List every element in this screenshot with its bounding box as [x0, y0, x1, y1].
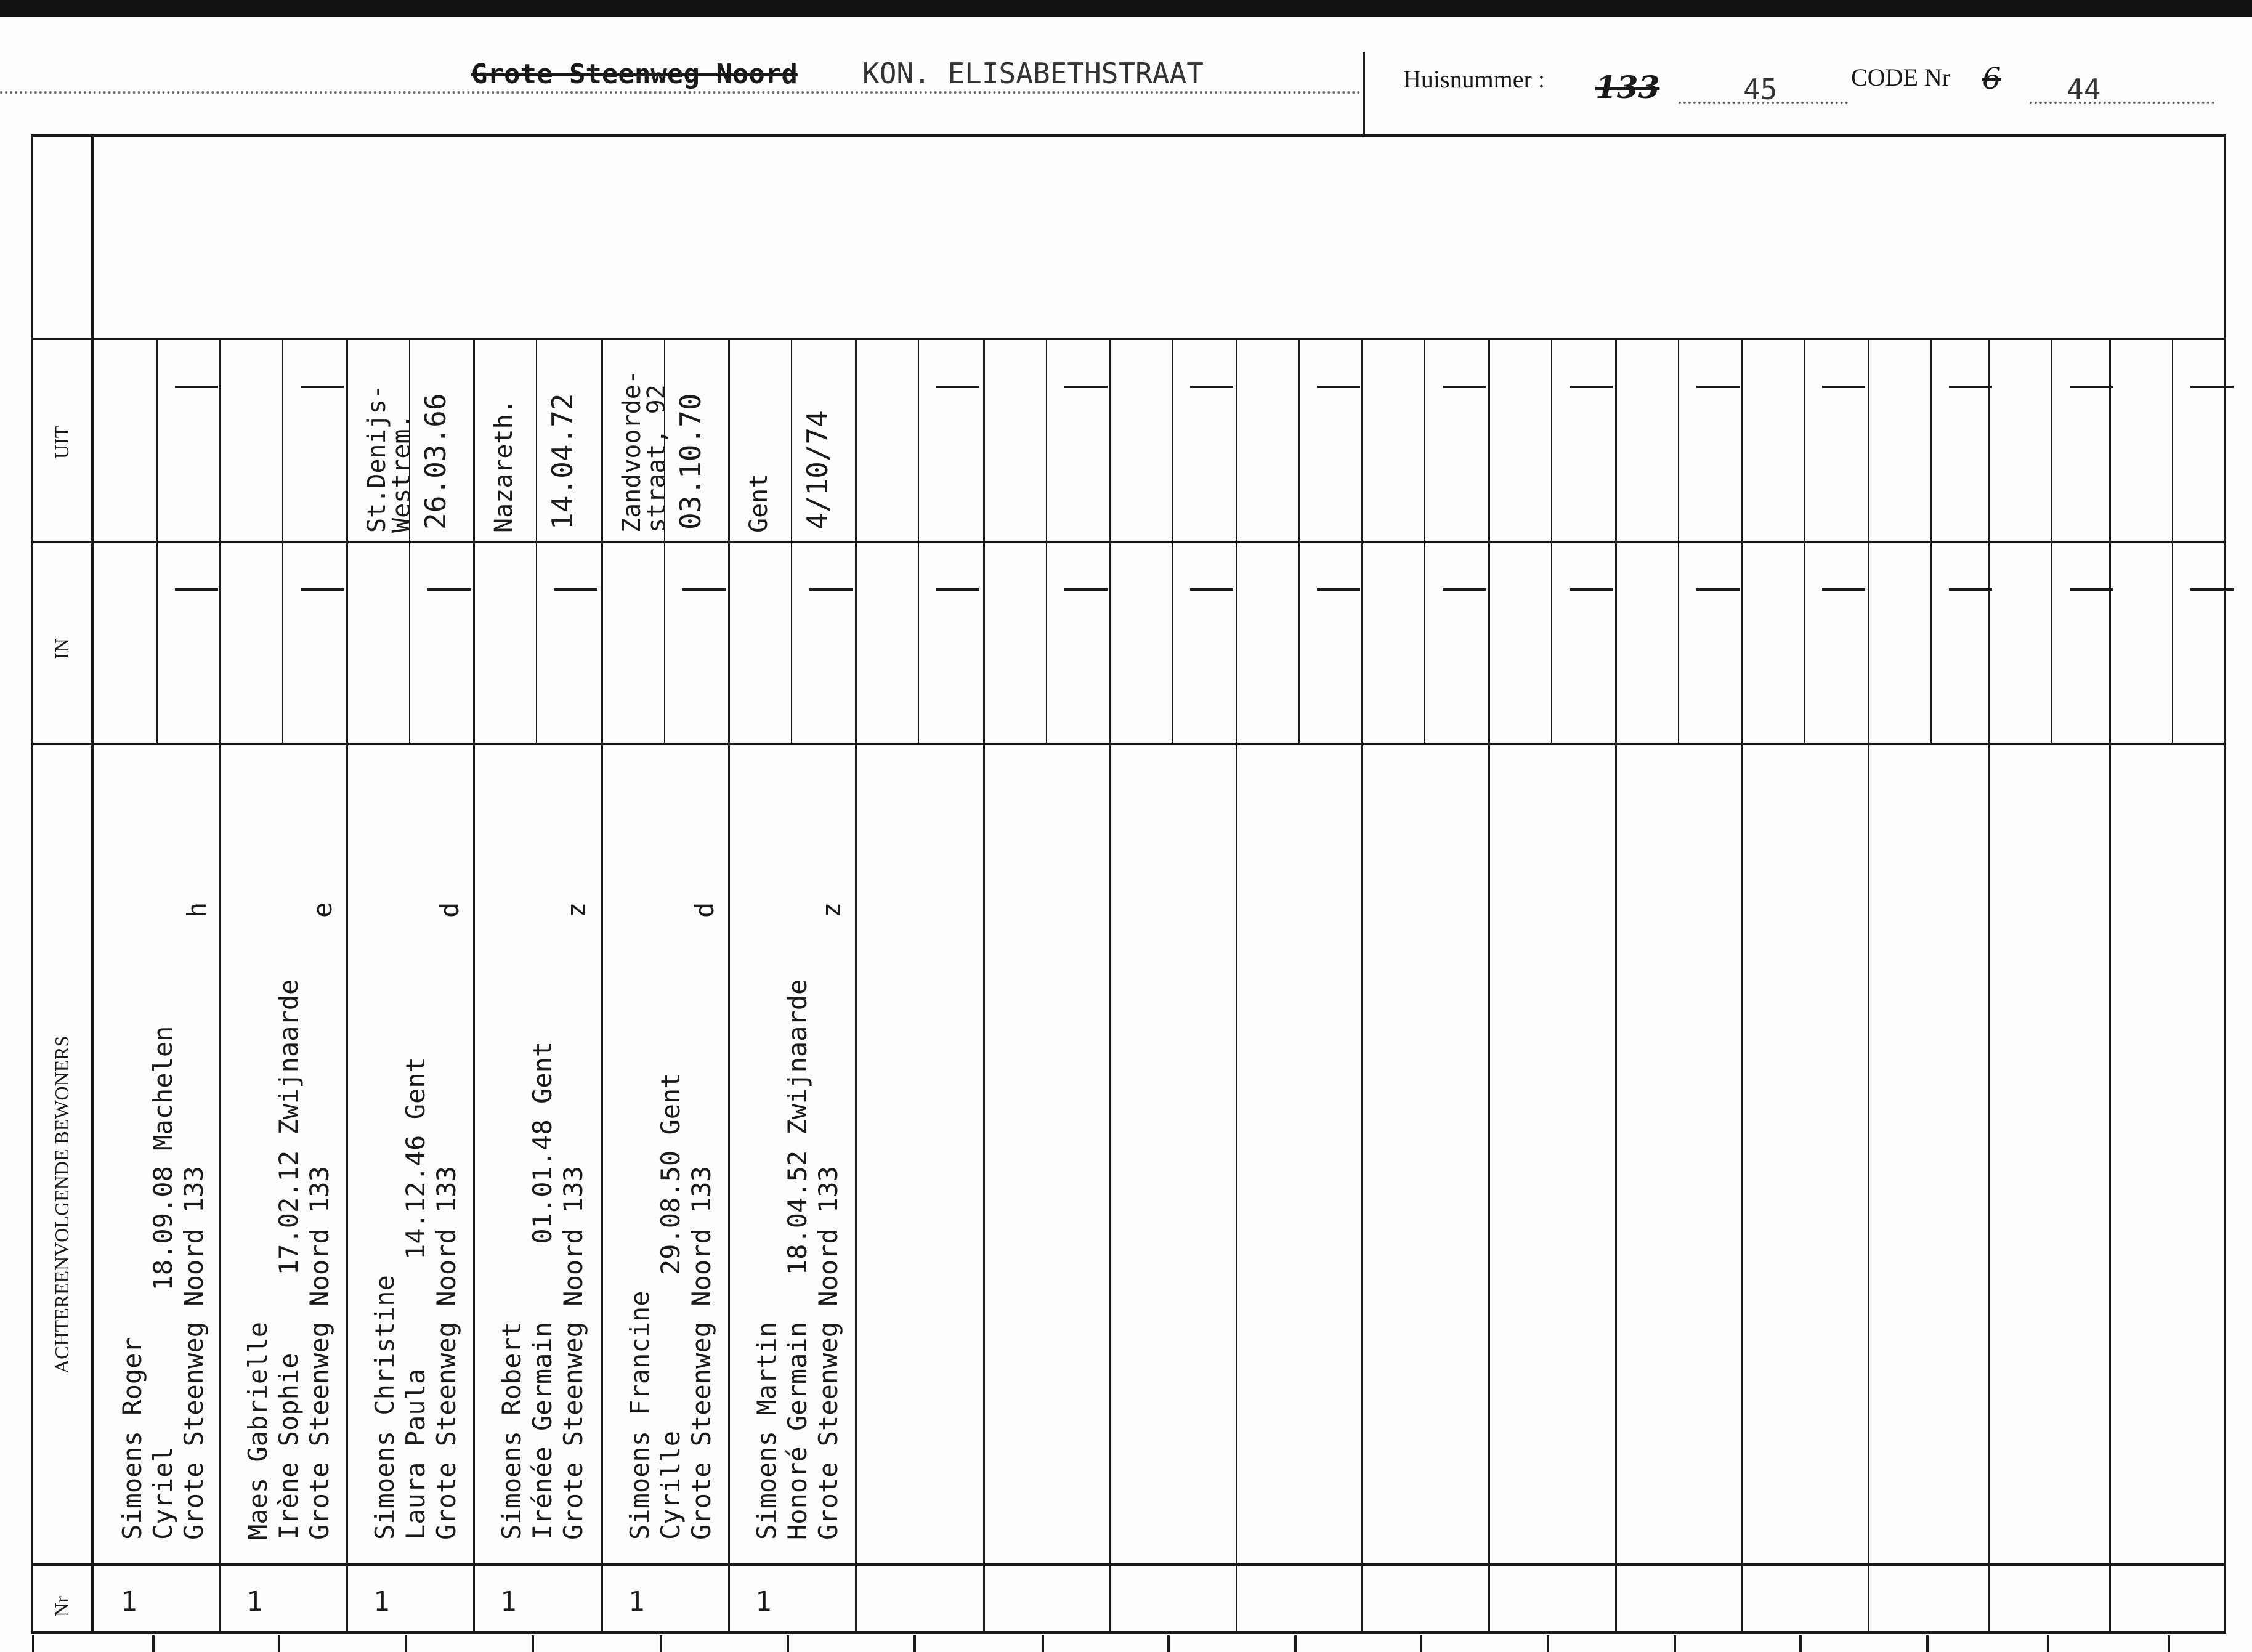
uit-date: 14.04.72 — [546, 393, 579, 530]
bottom-tick — [1547, 1635, 1549, 1652]
column-separator — [1988, 338, 1990, 1634]
resident-line: Maes Gabrielle — [243, 1321, 273, 1540]
sub-column-separator — [1046, 338, 1047, 743]
empty-uit-dash — [1190, 386, 1233, 388]
entry-number: 1 — [246, 1586, 263, 1618]
column-separator — [473, 338, 475, 1634]
huisnummer-new: 45 — [1743, 73, 1778, 106]
huisnummer-label: Huisnummer : — [1403, 65, 1545, 93]
resident-mark: d — [434, 902, 464, 918]
street-dotted-line — [0, 91, 1361, 94]
resident-line: Cyriel 18.09.08 Machelen — [148, 1026, 178, 1540]
label-column-divider — [91, 134, 94, 1634]
sub-column-separator — [918, 338, 919, 743]
code-label: CODE Nr — [1851, 63, 1951, 91]
in-bewoners-divider — [31, 743, 2226, 745]
uit-date: 26.03.66 — [419, 393, 452, 530]
sub-column-separator — [1678, 338, 1679, 743]
uit-place: Nazareth. — [490, 399, 518, 533]
empty-in-dash — [1317, 588, 1360, 591]
bottom-tick — [1926, 1635, 1929, 1652]
uit-dash — [175, 386, 218, 388]
bottom-tick — [660, 1635, 662, 1652]
empty-in-dash — [936, 588, 979, 591]
bottom-tick — [1167, 1635, 1170, 1652]
empty-in-dash — [1443, 588, 1486, 591]
bottom-tick — [2168, 1635, 2170, 1652]
column-separator — [1488, 338, 1490, 1634]
in-dash — [554, 588, 597, 591]
in-dash — [809, 588, 853, 591]
resident-mark: h — [182, 902, 212, 918]
register-table-frame — [31, 134, 2226, 1634]
resident-mark: e — [307, 902, 338, 918]
column-separator — [983, 338, 985, 1634]
column-separator — [1868, 338, 1869, 1634]
uit-in-divider — [31, 541, 2226, 543]
resident-line: Irène Sophie 17.02.12 Zwijnaarde — [273, 979, 304, 1540]
in-dash — [682, 588, 726, 591]
resident-line: Grote Steenweg Noord 133 — [304, 1166, 334, 1540]
uit-date: 03.10.70 — [674, 393, 707, 530]
uit-place: Gent — [745, 473, 773, 533]
uit-top-line — [31, 338, 2226, 340]
resident-line: Simoens Francine — [625, 1290, 655, 1540]
entry-number: 1 — [373, 1586, 390, 1618]
huisnummer-old: 133 — [1595, 69, 1660, 105]
uit-row-label: UIT — [51, 426, 73, 459]
resident-mark: z — [816, 902, 846, 918]
column-separator — [346, 338, 348, 1634]
column-separator — [1741, 338, 1743, 1634]
empty-in-dash — [1064, 588, 1108, 591]
resident-line: Simoens Martin — [751, 1321, 782, 1540]
bottom-tick — [532, 1635, 534, 1652]
code-new: 44 — [2067, 73, 2101, 106]
empty-in-dash — [1696, 588, 1740, 591]
bottom-tick — [1799, 1635, 1802, 1652]
column-separator — [1615, 338, 1617, 1634]
column-separator — [855, 338, 857, 1634]
empty-uit-dash — [2070, 386, 2113, 388]
in-dash — [301, 588, 344, 591]
entry-number: 1 — [628, 1586, 645, 1618]
resident-line: Simoens Roger — [117, 1337, 147, 1540]
empty-uit-dash — [1064, 386, 1108, 388]
column-separator — [219, 338, 221, 1634]
huisnummer-dotted-line — [1679, 102, 1848, 104]
sub-column-separator — [156, 338, 158, 743]
resident-line: Grote Steenweg Noord 133 — [558, 1166, 588, 1540]
uit-date: 4/10/74 — [801, 410, 834, 530]
uit-place: St.Denijs-Westrem. — [363, 384, 416, 533]
bottom-tick — [1042, 1635, 1044, 1652]
column-separator — [2109, 338, 2111, 1634]
sub-column-separator — [791, 338, 792, 743]
uit-place: Zandvoorde-straat, 92 — [618, 370, 671, 533]
sub-column-separator — [1930, 338, 1932, 743]
empty-in-dash — [1570, 588, 1613, 591]
in-dash — [175, 588, 218, 591]
sub-column-separator — [1551, 338, 1552, 743]
bottom-tick — [2047, 1635, 2049, 1652]
bottom-tick — [32, 1635, 34, 1652]
resident-mark: z — [561, 902, 591, 918]
entry-number: 1 — [500, 1586, 517, 1618]
sub-column-separator — [282, 338, 283, 743]
empty-in-dash — [1190, 588, 1233, 591]
header-divider — [1363, 52, 1365, 134]
entry-number: 1 — [755, 1586, 772, 1618]
empty-uit-dash — [1443, 386, 1486, 388]
scan-top-border — [0, 0, 2252, 17]
resident-line: Irénée Germain 01.01.48 Gent — [527, 1041, 557, 1540]
empty-uit-dash — [2190, 386, 2234, 388]
uit-dash — [301, 386, 344, 388]
resident-line: Grote Steenweg Noord 133 — [686, 1166, 716, 1540]
bottom-tick — [1674, 1635, 1676, 1652]
bottom-tick — [152, 1635, 155, 1652]
sub-column-separator — [1804, 338, 1805, 743]
resident-mark: d — [689, 902, 719, 918]
bottom-tick — [913, 1635, 916, 1652]
bottom-tick — [405, 1635, 407, 1652]
bottom-tick — [1294, 1635, 1297, 1652]
empty-uit-dash — [1949, 386, 1992, 388]
empty-in-dash — [1822, 588, 1865, 591]
column-separator — [1361, 338, 1363, 1634]
bottom-tick — [1420, 1635, 1422, 1652]
code-dotted-line — [2030, 102, 2214, 104]
sub-column-separator — [1298, 338, 1300, 743]
resident-line: Laura Paula 14.12.46 Gent — [400, 1057, 431, 1540]
column-separator — [601, 338, 603, 1634]
column-separator — [728, 338, 730, 1634]
resident-line: Honoré Germain 18.04.52 Zwijnaarde — [782, 979, 812, 1540]
resident-line: Simoens Robert — [496, 1321, 527, 1540]
sub-column-separator — [2172, 338, 2173, 743]
bottom-tick — [278, 1635, 280, 1652]
resident-line: Grote Steenweg Noord 133 — [179, 1166, 209, 1540]
empty-in-dash — [2070, 588, 2113, 591]
bottom-tick — [787, 1635, 789, 1652]
empty-uit-dash — [1822, 386, 1865, 388]
resident-line: Grote Steenweg Noord 133 — [431, 1166, 461, 1540]
entry-number: 1 — [121, 1586, 137, 1618]
sub-column-separator — [536, 338, 537, 743]
nr-row-label: Nr — [51, 1596, 73, 1617]
empty-uit-dash — [1570, 386, 1613, 388]
empty-uit-dash — [1317, 386, 1360, 388]
in-dash — [427, 588, 471, 591]
resident-line: Cyrille 29.08.50 Gent — [655, 1072, 686, 1540]
in-row-label: IN — [51, 638, 73, 659]
resident-line: Grote Steenweg Noord 133 — [813, 1166, 843, 1540]
resident-line: Simoens Christine — [370, 1275, 400, 1540]
bewoners-nr-divider — [31, 1563, 2226, 1566]
code-old: 6 — [1982, 62, 2001, 96]
empty-in-dash — [1949, 588, 1992, 591]
empty-uit-dash — [936, 386, 979, 388]
sub-column-separator — [1424, 338, 1425, 743]
sub-column-separator — [1172, 338, 1173, 743]
column-separator — [1236, 338, 1237, 1634]
empty-in-dash — [2190, 588, 2234, 591]
sub-column-separator — [2051, 338, 2052, 743]
street-name-struck: Grote Steenweg Noord — [471, 59, 798, 90]
column-separator — [1109, 338, 1111, 1634]
bewoners-row-label: ACHTEREENVOLGENDE BEWONERS — [51, 1035, 73, 1374]
street-name: KON. ELISABETHSTRAAT — [862, 57, 1204, 90]
empty-uit-dash — [1696, 386, 1740, 388]
